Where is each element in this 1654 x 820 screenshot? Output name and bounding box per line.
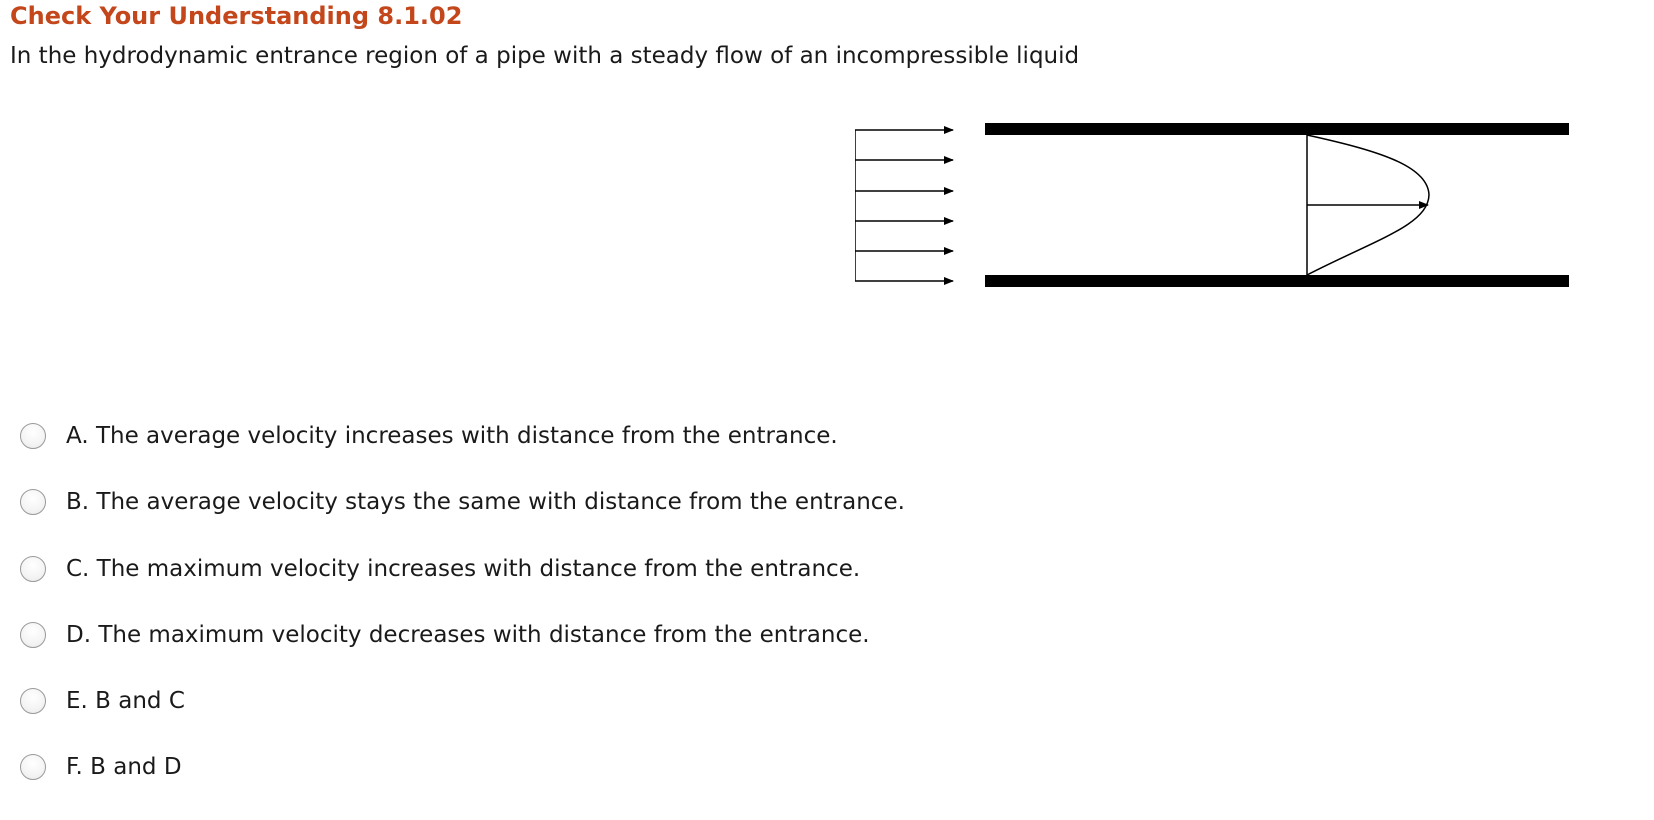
option-label: A. The average velocity increases with distance from the entrance. bbox=[66, 423, 838, 449]
question-text: In the hydrodynamic entrance region of a pipe with a steady flow of an incompressible liquid bbox=[10, 43, 1080, 69]
radio-button[interactable] bbox=[20, 489, 46, 515]
option-label: B. The average velocity stays the same with distance from the entrance. bbox=[66, 489, 905, 515]
radio-button[interactable] bbox=[20, 556, 46, 582]
developed-velocity-profile bbox=[1307, 135, 1429, 275]
option-label: E. B and C bbox=[66, 688, 185, 714]
radio-button[interactable] bbox=[20, 688, 46, 714]
option-f[interactable] bbox=[20, 750, 182, 784]
option-label: C. The maximum velocity increases with distance from the entrance. bbox=[66, 556, 861, 582]
question-title: Check Your Understanding 8.1.02 bbox=[10, 2, 463, 30]
radio-button[interactable] bbox=[20, 622, 46, 648]
option-c[interactable] bbox=[20, 552, 860, 586]
radio-button[interactable] bbox=[20, 754, 46, 780]
pipe-flow-diagram bbox=[855, 120, 1595, 305]
pipe-bottom-wall bbox=[985, 275, 1569, 287]
option-b[interactable] bbox=[20, 485, 905, 519]
uniform-inlet-profile bbox=[855, 130, 953, 281]
option-e[interactable] bbox=[20, 684, 185, 718]
option-label: D. The maximum velocity decreases with distance from the entrance. bbox=[66, 622, 870, 648]
option-d[interactable] bbox=[20, 618, 870, 652]
option-label: F. B and D bbox=[66, 754, 182, 780]
pipe-top-wall bbox=[985, 123, 1569, 135]
radio-button[interactable] bbox=[20, 423, 46, 449]
option-a[interactable] bbox=[20, 419, 838, 453]
